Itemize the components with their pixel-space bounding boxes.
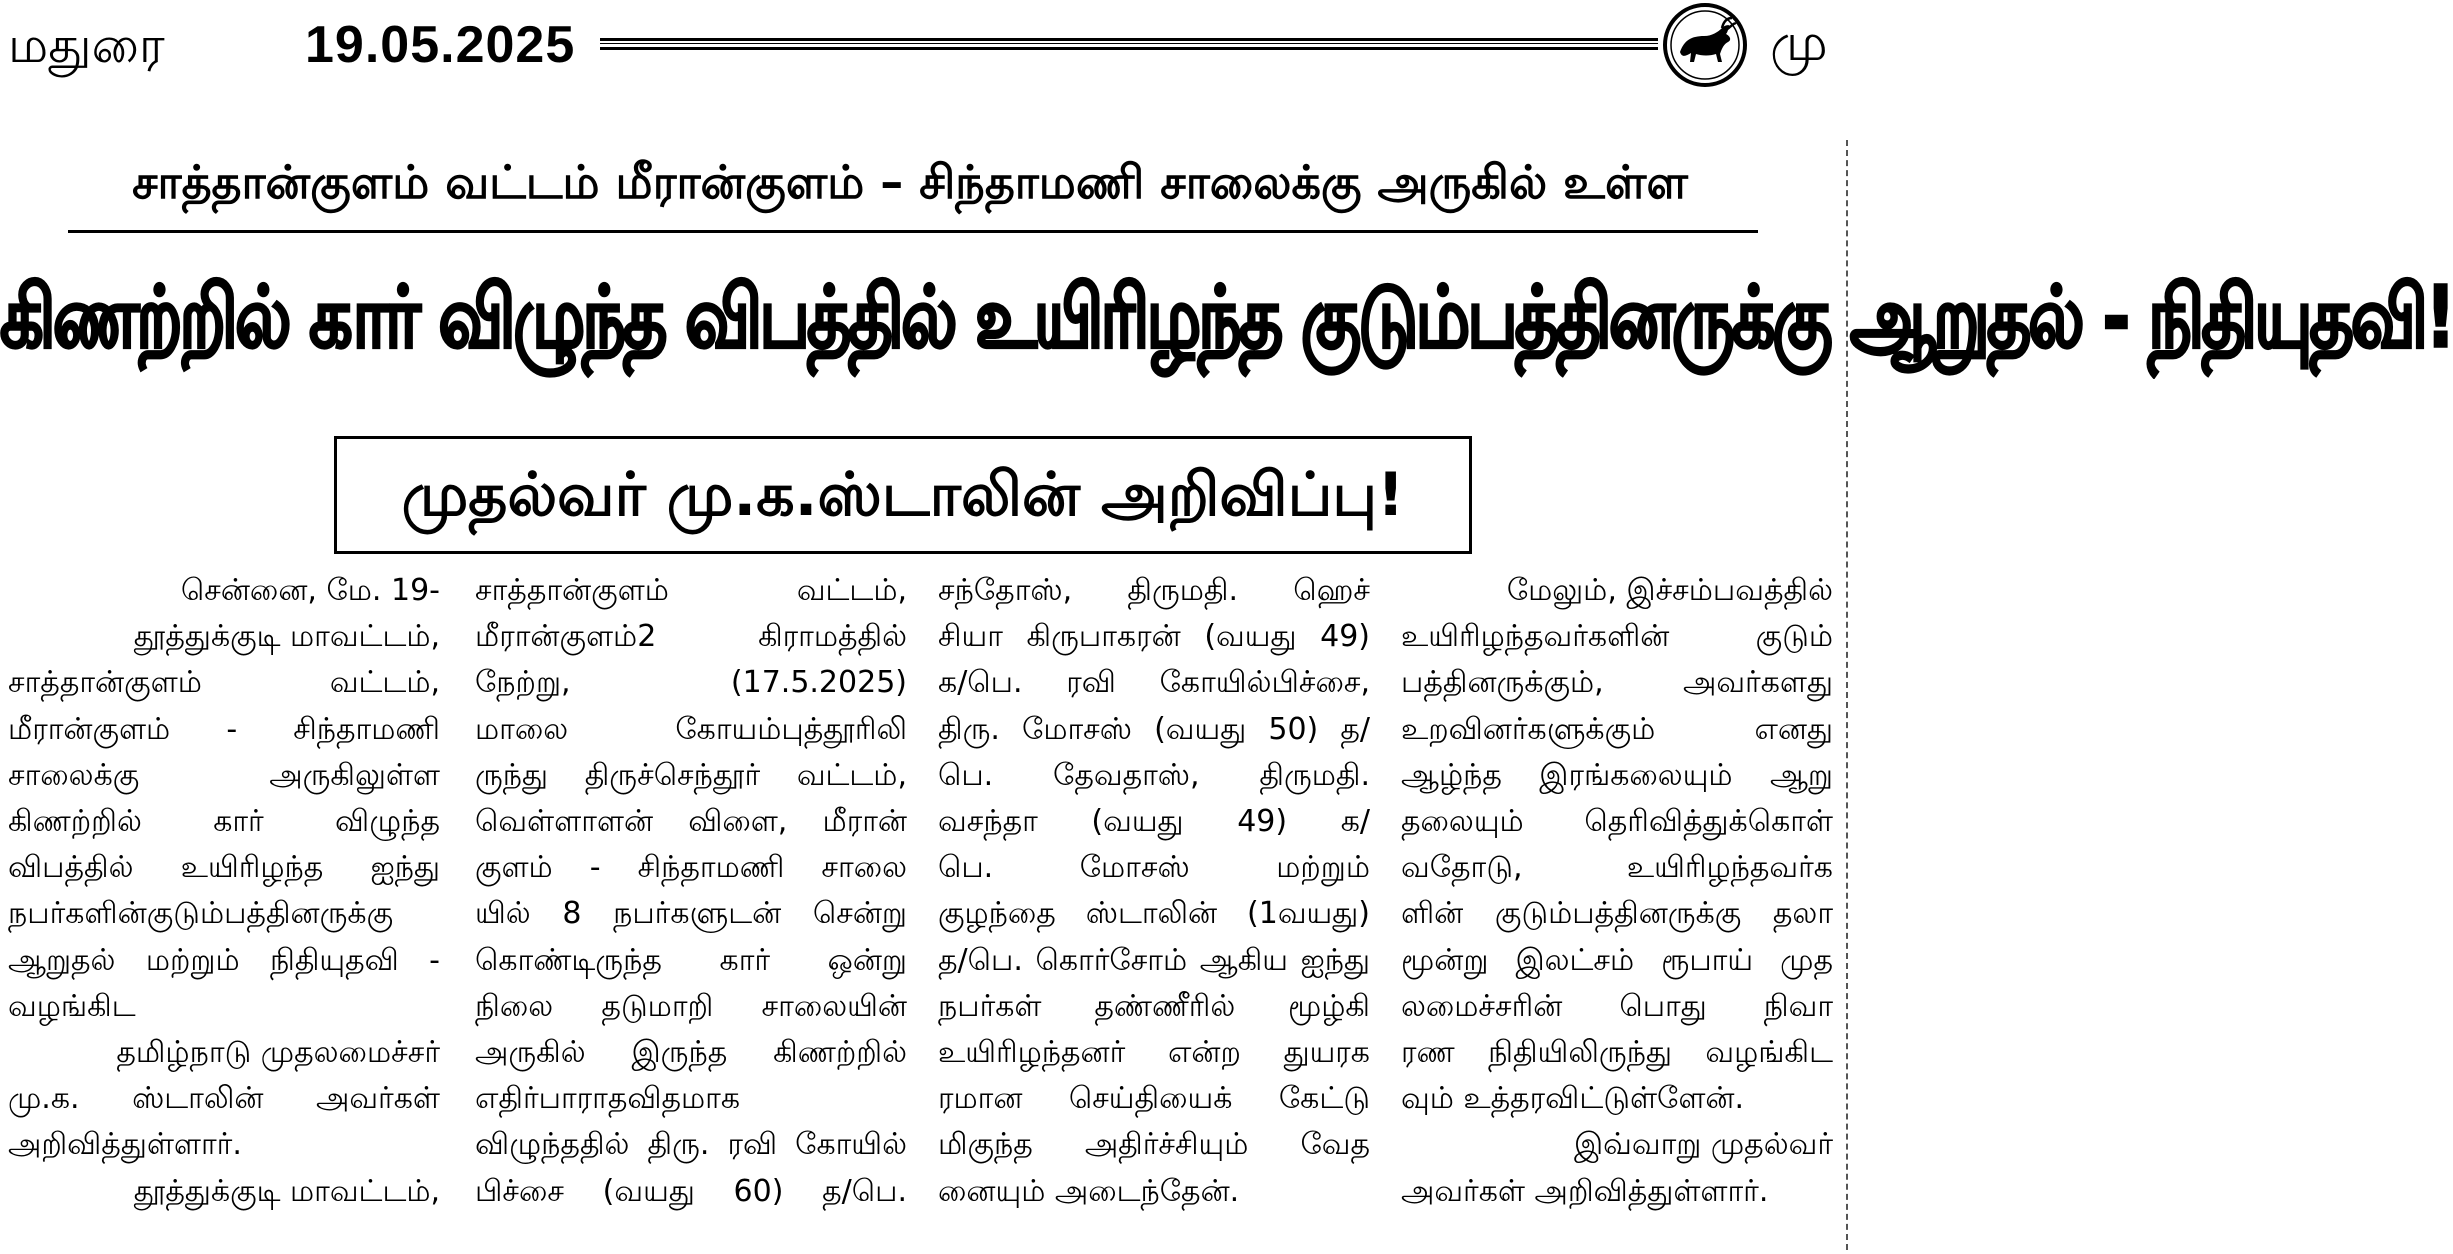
paper-name: மு bbox=[1770, 13, 1828, 73]
edition-city: மதுரை bbox=[8, 16, 165, 74]
body-line: அவர்கள் அறிவித்துள்ளார். bbox=[1401, 1173, 1769, 1209]
body-line: இவ்வாறு முதல்வர் bbox=[1573, 1127, 1833, 1163]
edition-date: 19.05.2025 bbox=[305, 16, 576, 74]
body-line: வதோடு, உயிரிழந்தவர்க bbox=[1401, 850, 1833, 886]
body-line: நபர்கள் தண்ணீரில் மூழ்கி bbox=[938, 988, 1370, 1024]
body-line: மேலும், இச்சம்பவத்தில் bbox=[1506, 573, 1833, 608]
body-line: மாலை கோயம்புத்தூரிலி bbox=[475, 711, 907, 747]
body-line: சென்னை, மே. 19- bbox=[180, 573, 440, 608]
body-line: விழுந்ததில் திரு. ரவி கோயில் bbox=[475, 1127, 907, 1163]
article-subhead: முதல்வர் மு.க.ஸ்டாலின் அறிவிப்பு! bbox=[401, 460, 1405, 530]
body-line: வழங்கிட bbox=[8, 988, 136, 1024]
body-line: ரமான செய்தியைக் கேட்டு bbox=[938, 1081, 1370, 1117]
body-line: எதிர்பாராதவிதமாக bbox=[475, 1081, 741, 1117]
body-line: தூத்துக்குடி மாவட்டம், bbox=[133, 1173, 440, 1209]
body-line: மீரான்குளம் - சிந்தாமணி bbox=[8, 711, 440, 747]
body-line: கிணற்றில் கார் விழுந்த bbox=[8, 804, 440, 840]
subhead-box bbox=[334, 436, 1472, 554]
body-line: மூன்று இலட்சம் ரூபாய் முத bbox=[1401, 942, 1833, 978]
article-kicker: சாத்தான்குளம் வட்டம் மீரான்குளம் – சிந்தாமணி சாலைக்கு அருகில் உள்ள bbox=[132, 155, 1688, 209]
body-line: னையும் அடைந்தேன். bbox=[938, 1173, 1240, 1209]
body-line: ஆழ்ந்த இரங்கலையும் ஆறு bbox=[1401, 757, 1833, 793]
body-line: உறவினர்களுக்கும் எனது bbox=[1401, 711, 1833, 747]
body-line: நபர்களின்குடும்பத்தினருக்கு bbox=[8, 896, 394, 932]
body-line: ருந்து திருச்செந்தூர் வட்டம், bbox=[475, 757, 907, 793]
body-line: உயிரிழந்தவர்களின் குடும் bbox=[1401, 619, 1833, 655]
kicker-divider bbox=[68, 230, 1758, 233]
body-line: திரு. மோசஸ் (வயது 50) த/ bbox=[938, 711, 1370, 747]
body-line: பெ. தேவதாஸ், திருமதி. bbox=[938, 757, 1370, 793]
body-line: பெ. மோசஸ் மற்றும் bbox=[938, 850, 1370, 886]
body-line: தூத்துக்குடி மாவட்டம், bbox=[133, 619, 440, 655]
body-column-3 bbox=[938, 568, 1370, 1254]
body-line: க/பெ. ரவி கோயில்பிச்சை, bbox=[938, 665, 1370, 701]
body-column-4 bbox=[1401, 568, 1833, 1254]
body-line: நேற்று, (17.5.2025) bbox=[475, 665, 907, 701]
body-line: அருகில் இருந்த கிணற்றில் bbox=[475, 1035, 907, 1071]
body-line: சாலைக்கு அருகிலுள்ள bbox=[8, 757, 440, 793]
body-line: சாத்தான்குளம் வட்டம், bbox=[475, 573, 907, 608]
masthead-rule bbox=[600, 38, 1658, 50]
body-line: மு.க. ஸ்டாலின் அவர்கள் bbox=[8, 1081, 440, 1117]
body-line: ளின் குடும்பத்தினருக்கு தலா bbox=[1401, 896, 1833, 932]
article-headline: கிணற்றில் கார் விழுந்த விபத்தில் உயிரிழந்த குடும்பத்தினருக்கு ஆறுதல் - நிதியுதவி! bbox=[0, 269, 2453, 368]
masthead bbox=[0, 0, 1854, 90]
body-line: வெள்ளாளன் விளை, மீரான் bbox=[475, 804, 907, 840]
body-line: மீரான்குளம்2 கிராமத்தில் bbox=[475, 619, 907, 655]
body-line: லமைச்சரின் பொது நிவா bbox=[1401, 988, 1833, 1024]
body-line: வசந்தா (வயது 49) க/ bbox=[938, 804, 1370, 840]
body-line: சாத்தான்குளம் வட்டம், bbox=[8, 665, 440, 701]
article-body bbox=[8, 568, 1844, 1254]
body-line: மிகுந்த அதிர்ச்சியும் வேத bbox=[938, 1127, 1370, 1163]
body-line: ரண நிதியிலிருந்து வழங்கிட bbox=[1401, 1035, 1833, 1071]
body-line: சியா கிருபாகரன் (வயது 49) bbox=[938, 619, 1370, 655]
body-column-2 bbox=[475, 568, 907, 1254]
body-line: சந்தோஸ், திருமதி. ஹெச் bbox=[938, 573, 1370, 608]
body-line: விபத்தில் உயிரிழந்த ஐந்து bbox=[8, 850, 440, 886]
body-line: கொண்டிருந்த கார் ஒன்று bbox=[475, 942, 907, 978]
body-line: வும் உத்தரவிட்டுள்ளேன். bbox=[1401, 1081, 1745, 1117]
body-line: தமிழ்நாடு முதலமைச்சர் bbox=[116, 1035, 440, 1071]
body-line: தலையும் தெரிவித்துக்கொள் bbox=[1401, 804, 1833, 840]
body-line: பத்தினருக்கும், அவர்களது bbox=[1401, 665, 1833, 701]
body-column-1 bbox=[8, 568, 440, 1254]
body-line: நிலை தடுமாறி சாலையின் bbox=[475, 988, 907, 1024]
body-line: ஆறுதல் மற்றும் நிதியுதவி - bbox=[8, 942, 440, 978]
body-line: யில் 8 நபர்களுடன் சென்று bbox=[475, 896, 907, 932]
body-line: குழந்தை ஸ்டாலின் (1வயது) bbox=[938, 896, 1370, 932]
body-line: அறிவித்துள்ளார். bbox=[8, 1127, 242, 1163]
body-line: உயிரிழந்தனர் என்ற துயரக bbox=[938, 1035, 1370, 1071]
body-line: த/பெ. கொர்சோம் ஆகிய ஐந்து bbox=[938, 942, 1370, 978]
bull-logo-icon bbox=[1662, 2, 1748, 88]
body-line: குளம் - சிந்தாமணி சாலை bbox=[475, 850, 907, 886]
body-line: பிச்சை (வயது 60) த/பெ. bbox=[475, 1173, 907, 1209]
